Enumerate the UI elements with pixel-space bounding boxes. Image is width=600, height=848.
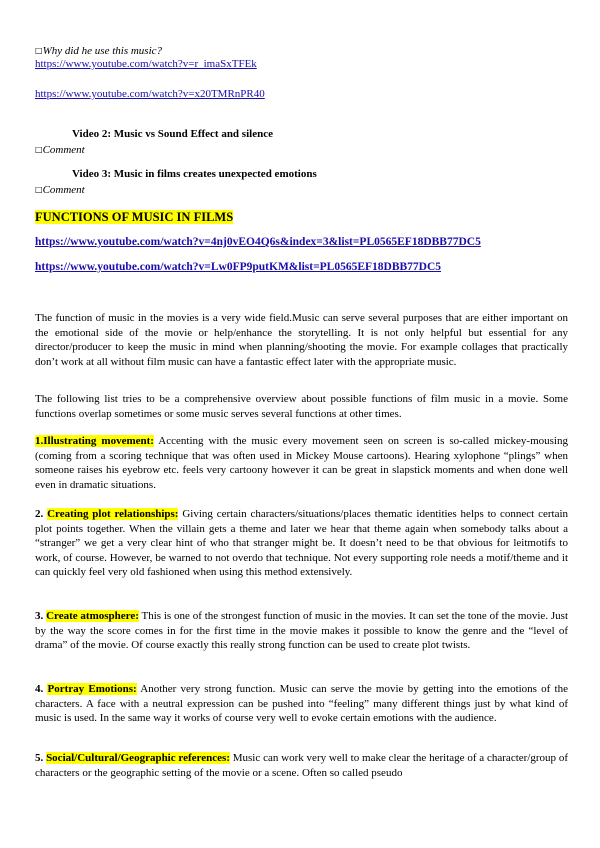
function-item-2 — [35, 507, 568, 580]
intro-paragraph-2-text: The following list tries to be a comprehensive overview about possible functions of film music in a movie. Some functions overlap sometimes or some music serves several functions at other times. — [35, 393, 568, 420]
intro-paragraph-1-text: The function of music in the movies is a very wide field.Music can serve several purposes that are either important on the emotional side of the movie or help/enhance the storytelling. It is not only helpful but essential for any director/producer to keep the music in mind when planning/shooting the movie. For example collages that practically don’t work at all without film music can have a fantastic effect later with the appropriate music. — [35, 312, 568, 368]
function-5-text: Music can work very well to make clear the heritage of a character/group of characters or the geographic setting of the movie or a scene. Often so called pseudo — [35, 752, 568, 779]
function-1-text: Accenting with the music every movement seen on screen is so-called mickey-mousing (coming from a scoring technique that was often used in Mickey Mouse cartoons). Hearing xylophone “plings” when someone raises his eyebrow etc. feels very cartoony however it can be great in slapstick moments and when done well even in dramatic situations. — [35, 435, 568, 491]
function-link-2-line — [35, 261, 441, 274]
video-3-label: Video 3 — [72, 168, 108, 180]
video-2-title: : Music vs Sound Effect and silence — [107, 128, 273, 140]
youtube-link-1[interactable]: https://www.youtube.com/watch?v=r_imaSxTFEk — [35, 58, 257, 70]
function-link-2[interactable]: https://www.youtube.com/watch?v=Lw0FP9putKM&list=PL0565EF18DBB77DC5 — [35, 261, 442, 273]
intro-paragraph-1 — [35, 311, 568, 369]
functions-heading: FUNCTIONS OF MUSIC IN FILMS — [35, 210, 234, 224]
question-line — [35, 44, 162, 58]
video-2-comment-line — [35, 143, 85, 157]
video-2-comment: Comment — [42, 144, 85, 156]
function-4-text: Another very strong function. Music can serve the movie by getting into the emotions of the characters. A face with a neutral expression can be pushed into “feeling” many different things just by what kind of music is used. In the same way it works of course very well to evoke certain emotions with the audience. — [35, 683, 569, 725]
video-2-label: Video 2 — [72, 128, 108, 140]
checkbox-glyph-icon: □ — [35, 46, 43, 55]
function-item-3 — [35, 609, 568, 653]
function-4-number: 4. — [35, 683, 44, 695]
video-2-heading — [72, 128, 273, 141]
function-5-number: 5. — [35, 752, 44, 764]
intro-paragraph-2 — [35, 392, 568, 421]
function-item-5 — [35, 751, 568, 780]
youtube-link-2[interactable]: https://www.youtube.com/watch?v=x20TMRnPR40 — [35, 88, 265, 100]
function-5-title: Social/Cultural/Geographic references: — [46, 752, 230, 764]
function-2-title: Creating plot relationships: — [47, 508, 179, 520]
function-item-1 — [35, 434, 568, 492]
functions-heading-line — [35, 211, 233, 225]
checkbox-glyph-icon: □ — [35, 185, 43, 194]
video-3-comment-line — [35, 183, 85, 197]
function-3-number: 3. — [35, 610, 44, 622]
function-item-4 — [35, 682, 568, 726]
question-text: Why did he use this music? — [42, 45, 163, 57]
function-2-number: 2. — [35, 508, 44, 520]
function-1-title: Illustrating movement: — [43, 435, 154, 447]
function-2-text: Giving certain characters/situations/places thematic identities helps to connect certain plot points together. When the villain gets a theme and later we hear that theme again when somebody talks about a “stranger” we get a very clear hint of who that stranger might be. It doesn’t need to be that obvious for leitmotifs to work, of course. However, be warned to not overdo that technique. Not every supporting role needs a motif/theme and it can quickly feel very old fashioned when using this method extensively. — [35, 508, 569, 579]
video-3-title: : Music in films creates unexpected emotions — [107, 168, 317, 180]
video-3-comment: Comment — [42, 184, 85, 196]
checkbox-glyph-icon: □ — [35, 145, 43, 154]
function-3-text: This is one of the strongest function of music in the movies. It can set the tone of the movie. Just by the way the score comes in for the first time in the movie makes it possible to know the genre and the “level of drama” of the movie. Of course exactly this really strong function can be used to create plot twists. — [35, 610, 568, 652]
function-1-number: 1. — [35, 435, 44, 447]
function-link-1-line — [35, 236, 481, 249]
video-3-heading — [72, 168, 317, 181]
function-3-title: Create atmosphere: — [46, 610, 139, 622]
function-link-1[interactable]: https://www.youtube.com/watch?v=4nj0vEO4Q6s&index=3&list=PL0565EF18DBB77DC5 — [35, 236, 481, 248]
function-4-title: Portray Emotions: — [47, 683, 137, 695]
